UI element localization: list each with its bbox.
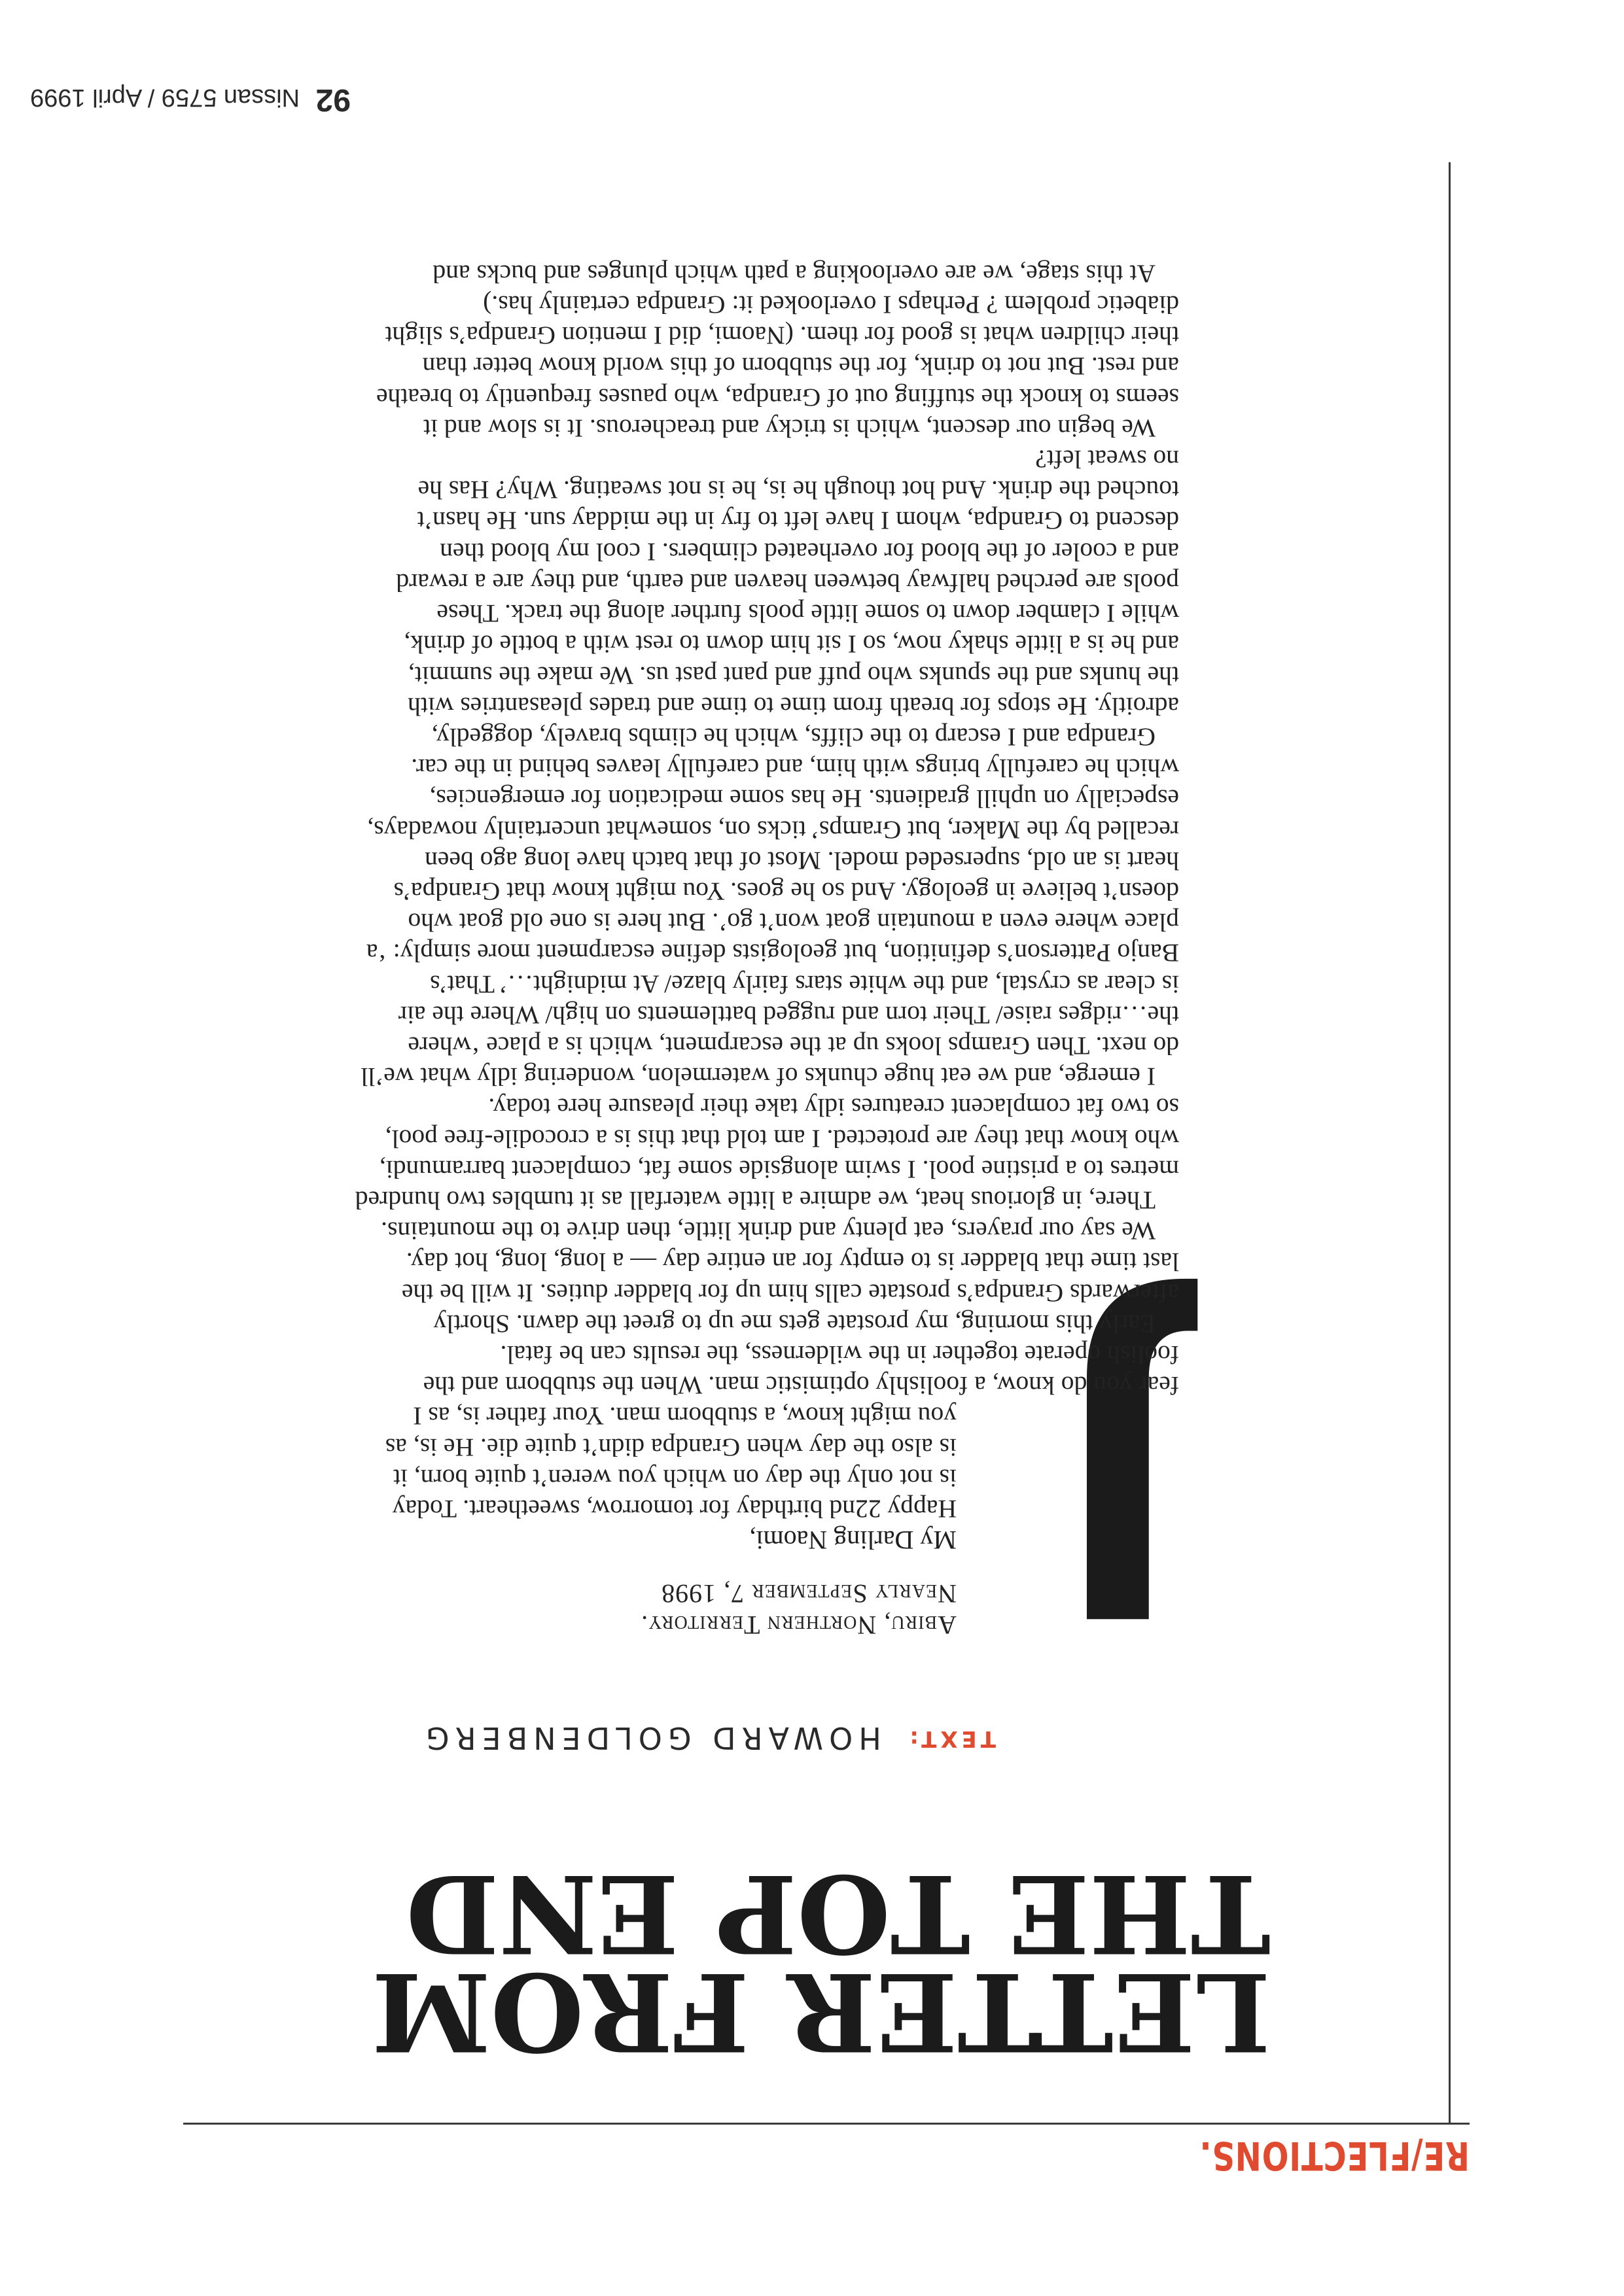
body-line: heart is an old, superseded model. Most of that batch have long ago been	[425, 846, 1179, 875]
body-line: is clear as crystal, and the white stars fairly blaze/ At midnight…’ That’s	[430, 969, 1179, 999]
body-line: no sweat left?	[1035, 445, 1179, 474]
body-line: you might know, a stubborn man. Your father is, as I	[413, 1402, 957, 1431]
body-line: descend to Grandpa, whom I have left to fry in the midday sun. He hasn’t	[417, 506, 1179, 536]
body-line: do next. Then Gramps looks up at the escarpment, which is a place ‘where	[408, 1031, 1179, 1060]
body-line: afterwards Grandpa’s prostate calls him up for bladder duties. It will be the	[401, 1278, 1179, 1308]
body-line: metres to a pristine pool. I swim alongside some fat, complacent barramundi,	[379, 1155, 1179, 1184]
body-line: so two fat complacent creatures idly take their pleasure here today.	[488, 1093, 1179, 1122]
body-line: and he is a little shaky now, so I sit him down to rest with a bottle of drink,	[404, 630, 1179, 659]
body-line: There, in glorious heat, we admire a little waterfall as it tumbles two hundred	[355, 1185, 1156, 1215]
body-line: recalled by the Maker, but Gramps’ ticks on, somewhat uncertainly nowadays,	[367, 815, 1179, 844]
body-line: pools are perched halfway between heaven and earth, and they are a reward	[396, 568, 1179, 597]
article-body	[211, 258, 1179, 1524]
body-line: Early this morning, my prostate gets me up to greet the dawn. Shortly	[433, 1309, 1156, 1338]
body-line: seems to knock the stuffing out of Grandpa, who pauses frequently to breathe	[376, 383, 1179, 412]
body-line: their children what is good for them. (Naomi, did I mention Grandpa’s slight	[385, 321, 1179, 351]
body-line: foolish operate together in the wilderness, the results can be fatal.	[500, 1340, 1179, 1369]
article-headline	[289, 1851, 1271, 2075]
body-line: is also the day when Grandpa didn’t quite die. He is, as	[385, 1433, 957, 1462]
body-line: diabetic problem ? Perhaps I overlooked it: Grandpa certainly has.)	[483, 290, 1179, 320]
headline-line-2: THE TOP END	[406, 1851, 1271, 1977]
body-line: Happy 22nd birthday for tomorrow, sweetheart. Today	[392, 1495, 957, 1523]
byline	[420, 1720, 996, 1756]
body-line: Banjo Patterson’s definition, but geologists define escarpment more simply: ‘a	[366, 939, 1179, 968]
body-line: the…ridges raise/ Their torn and rugged battlements on high/ Where the air	[398, 1000, 1179, 1030]
dateline-date: Nearly September 7, 1998	[661, 1579, 957, 1609]
body-line: the hunks and the spunks who puff and pant past us. We make the summit,	[408, 661, 1179, 690]
section-label: RE/FLECTIONS.	[1199, 2132, 1470, 2178]
folio	[30, 82, 351, 118]
byline-author: HOWARD GOLDENBERG	[419, 1720, 881, 1756]
body-line: and a cooler of the blood for overheated climbers. I cool my blood then	[440, 537, 1179, 566]
body-line: last time that bladder is to empty for an entire day — a long, long, hot day.	[406, 1247, 1179, 1277]
body-line: I emerge, and we eat huge chunks of watermelon, wondering idly what we’ll	[361, 1062, 1156, 1092]
headline-line-1: LETTER FROM	[371, 1949, 1271, 2075]
drop-cap: J	[1056, 1265, 1179, 1692]
body-line: We begin our descent, which is tricky and treacherous. It is slow and it	[423, 413, 1156, 443]
body-line: At this stage, we are overlooking a path which plunges and bucks and	[432, 259, 1156, 288]
body-line: who know that they are protected. I am told that this is a crocodile-free pool,	[385, 1124, 1179, 1153]
body-line: is not only the day on which you weren’t quite born, it	[393, 1463, 957, 1493]
byline-label: TEXT:	[906, 1726, 996, 1752]
page-number: 92	[315, 82, 351, 117]
dateline	[641, 1578, 957, 1641]
body-line: and rest. But not to drink, for the stubborn of this world know better than	[422, 352, 1179, 381]
salutation: My Darling Naomi,	[749, 1525, 957, 1555]
body-line: fear you do know, a foolishly optimistic man. When the stubborn and the	[423, 1371, 1179, 1400]
issue-date: Nissan 5759 / April 1999	[30, 84, 300, 111]
body-line: doesn’t believe in geology. And so he goes. You might know that Grandpa’s	[393, 877, 1179, 906]
body-line: touched the drink. And hot though he is, he is not sweating. Why? Has he	[417, 476, 1179, 505]
top-rule	[183, 2123, 1470, 2125]
body-line: adroitly. He stops for breath from time to time and trades pleasantries with	[408, 691, 1179, 721]
side-rule	[1449, 162, 1451, 2125]
body-line: especially on uphill gradients. He has some medication for emergencies,	[429, 784, 1179, 814]
dateline-place: Abiru, Northern Territory.	[641, 1610, 957, 1640]
body-line: place where even a mountain goat won’t go’. But here is one old goat who	[408, 908, 1179, 937]
body-line: We say our prayers, eat plenty and drink little, then drive to the mountains.	[381, 1217, 1156, 1246]
body-line: while I clamber down to some little pools further along the track. These	[436, 599, 1179, 629]
body-line: which he carefully brings with him, and carefully leaves behind in the car.	[411, 754, 1179, 783]
body-line: Grandpa and I escarp to the cliffs, which he climbs bravely, doggedly,	[431, 722, 1156, 752]
